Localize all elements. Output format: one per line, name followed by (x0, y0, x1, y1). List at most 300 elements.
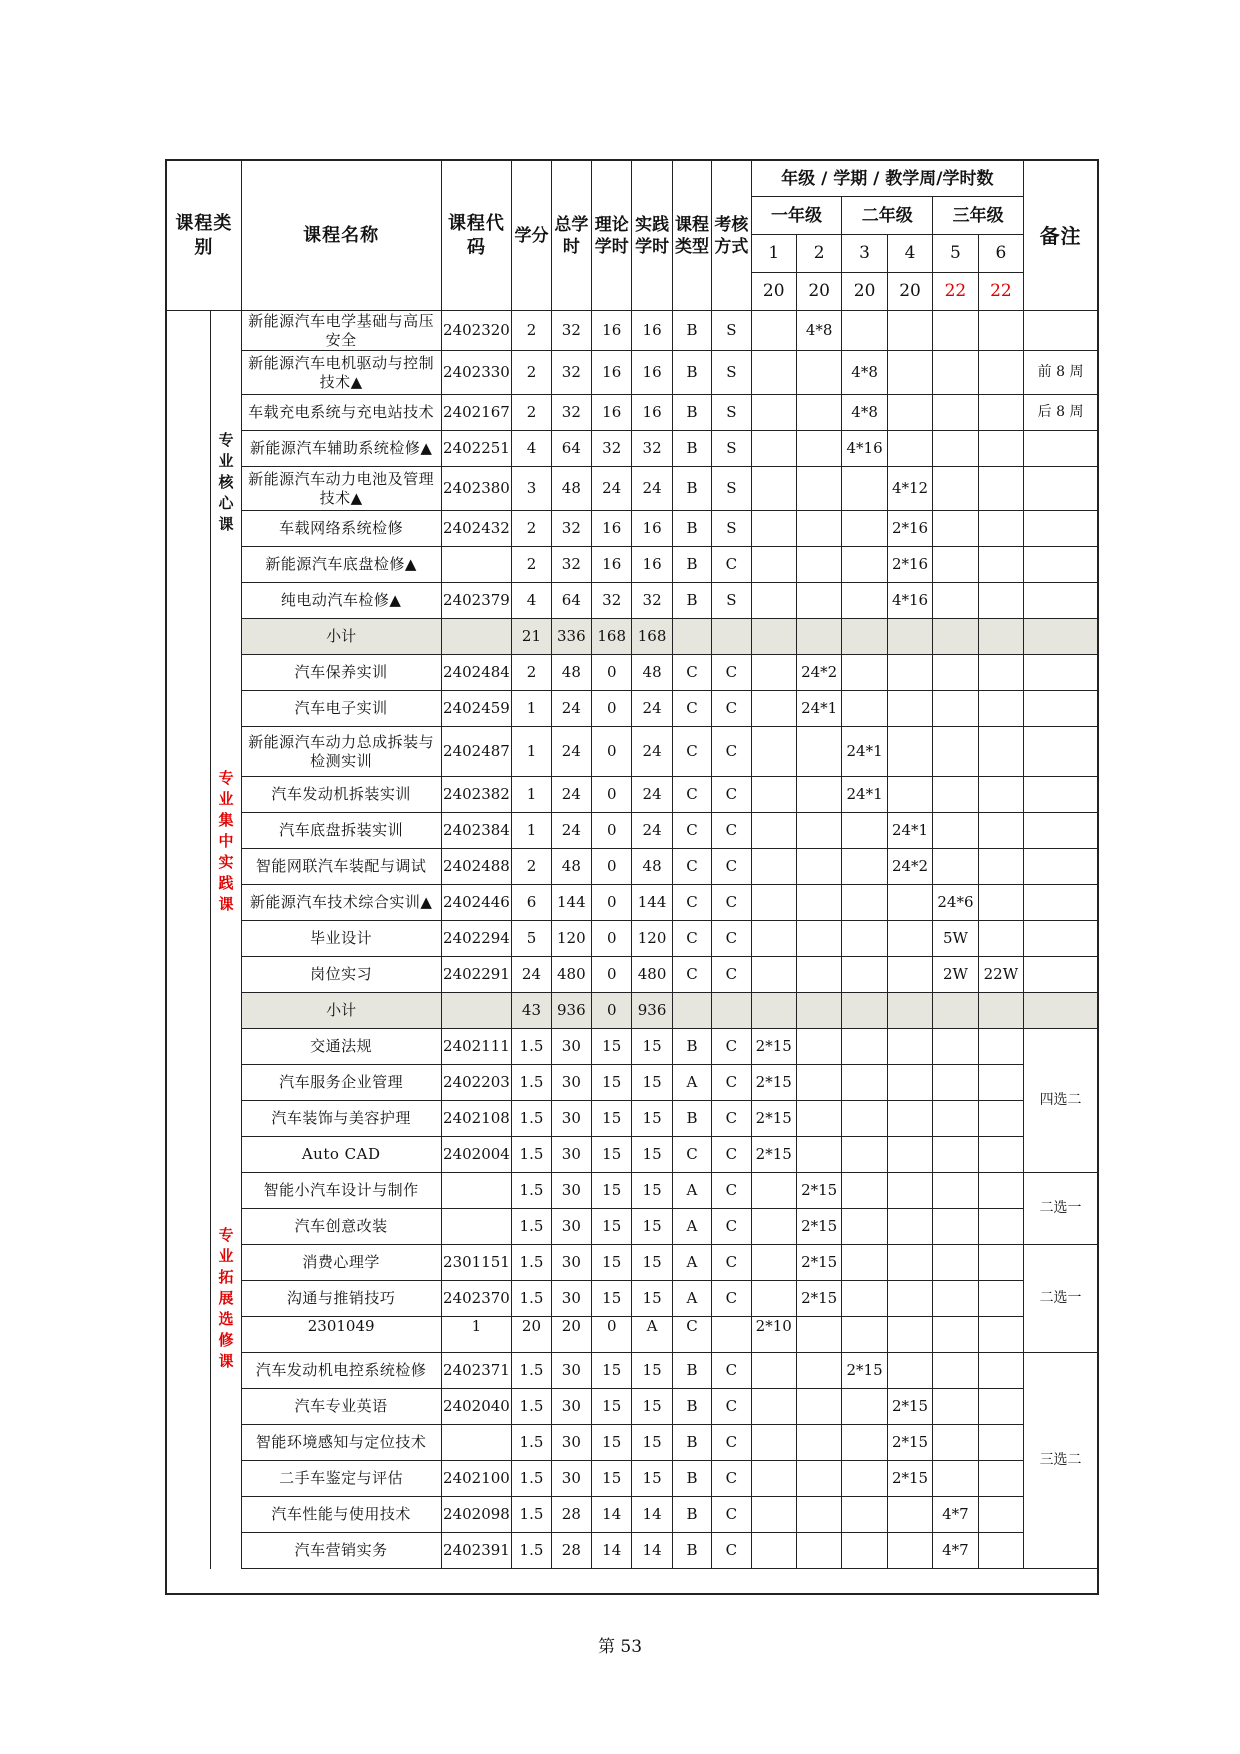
term3 (842, 1425, 887, 1461)
course-name: 毕业设计 (241, 921, 441, 957)
practice-hours: 15 (632, 1029, 672, 1065)
total-hours: 32 (551, 511, 591, 547)
practice-hours: 24 (632, 467, 672, 511)
remark (1024, 431, 1098, 467)
term1 (751, 921, 796, 957)
term2 (796, 395, 841, 431)
term4 (887, 1245, 932, 1281)
col-header-category: 课程类别 (167, 161, 242, 311)
theory-hours: 15 (592, 1173, 632, 1209)
remark: 后 8 周 (1024, 395, 1098, 431)
course-code: 2402004 (441, 1137, 512, 1173)
term6 (978, 1173, 1023, 1209)
credit: 1.5 (512, 1029, 551, 1065)
credit: 1.5 (512, 1497, 551, 1533)
assessment: C (712, 813, 751, 849)
credit: 1.5 (512, 1245, 551, 1281)
course-type: C (672, 921, 711, 957)
course-name: 汽车底盘拆装实训 (241, 813, 441, 849)
col-header-remark: 备注 (1024, 161, 1098, 311)
course-name: 新能源汽车电学基础与高压安全 (241, 311, 441, 351)
course-name: 交通法规 (241, 1029, 441, 1065)
term4: 24*1 (887, 813, 932, 849)
category-label-text: 专业核心课 (218, 431, 234, 534)
term2: 24*2 (796, 655, 841, 691)
course-table (166, 160, 1098, 1569)
total-hours: 120 (551, 921, 591, 957)
col-header-code: 课程代码 (441, 161, 512, 311)
theory-hours: 16 (592, 511, 632, 547)
weeks-term-1: 20 (751, 273, 796, 311)
total-hours: 30 (551, 1065, 591, 1101)
credit: 1.5 (512, 1065, 551, 1101)
term2 (796, 583, 841, 619)
term3 (842, 1029, 887, 1065)
term6 (978, 1497, 1023, 1533)
course-name: 沟通与推销技巧 (241, 1281, 441, 1317)
term3: 4*8 (842, 351, 887, 395)
remark: 二选一 (1024, 1245, 1098, 1353)
year1-header: 一年级 (751, 197, 842, 235)
table-row (167, 1137, 1098, 1173)
subtotal-credit: 21 (512, 619, 551, 655)
term6 (978, 1389, 1023, 1425)
subtotal-blank (887, 619, 932, 655)
table-row (167, 311, 1098, 351)
term6 (978, 431, 1023, 467)
col-header-schedule: 年级 / 学期 / 教学周/学时数 (751, 161, 1024, 197)
term1: 2*15 (751, 1065, 796, 1101)
table-row (167, 467, 1098, 511)
credit: 24 (512, 957, 551, 993)
theory-hours: 16 (592, 547, 632, 583)
practice-hours: 48 (632, 849, 672, 885)
practice-hours: 15 (632, 1137, 672, 1173)
course-code: 2402446 (441, 885, 512, 921)
theory-hours: 15 (592, 1209, 632, 1245)
weeks-term-4: 20 (887, 273, 932, 311)
course-type: A (672, 1065, 711, 1101)
course-type: C (672, 849, 711, 885)
credit: 1 (512, 691, 551, 727)
subtotal-blank (796, 619, 841, 655)
credit: 6 (512, 885, 551, 921)
term-3: 3 (842, 235, 887, 273)
term5 (933, 1245, 978, 1281)
term3 (842, 813, 887, 849)
course-type: B (672, 1353, 711, 1389)
theory-hours: 0 (592, 727, 632, 777)
term3 (842, 1281, 887, 1317)
term-1: 1 (751, 235, 796, 273)
term2: 2*15 (796, 1173, 841, 1209)
term2 (796, 511, 841, 547)
assessment: C (712, 1245, 751, 1281)
blank-cell (842, 1317, 887, 1353)
term3 (842, 1533, 887, 1569)
credit: 2 (512, 511, 551, 547)
term4 (887, 1353, 932, 1389)
table-row (167, 655, 1098, 691)
assessment: C (712, 849, 751, 885)
subtotal-blank (712, 993, 751, 1029)
assessment: S (712, 351, 751, 395)
table-row (167, 583, 1098, 619)
year2-header: 二年级 (842, 197, 933, 235)
course-code: 2402330 (441, 351, 512, 395)
credit: 1.5 (512, 1281, 551, 1317)
term2 (796, 727, 841, 777)
theory-hours: 15 (592, 1425, 632, 1461)
term1 (751, 1209, 796, 1245)
course-type: B (672, 351, 711, 395)
total-hours: 30 (551, 1281, 591, 1317)
subtotal-credit: 43 (512, 993, 551, 1029)
course-type: B (672, 467, 711, 511)
course-type: B (672, 547, 711, 583)
term6 (978, 351, 1023, 395)
weeks-term-5: 22 (933, 273, 978, 311)
practice-hours: 32 (632, 431, 672, 467)
term4: 2*16 (887, 547, 932, 583)
term5 (933, 1389, 978, 1425)
table-row (167, 1173, 1098, 1209)
term3: 2*15 (842, 1353, 887, 1389)
course-name: 车载充电系统与充电站技术 (241, 395, 441, 431)
course-type: B (672, 395, 711, 431)
term1 (751, 395, 796, 431)
term1 (751, 813, 796, 849)
course-code (441, 1173, 512, 1209)
remark (1024, 547, 1098, 583)
table-row (167, 1101, 1098, 1137)
practice-hours: 15 (632, 1065, 672, 1101)
theory-hours: 15 (592, 1065, 632, 1101)
term5 (933, 1209, 978, 1245)
total-hours: 32 (551, 547, 591, 583)
course-name: 新能源汽车辅助系统检修▲ (241, 431, 441, 467)
assessment: C (712, 547, 751, 583)
term3 (842, 921, 887, 957)
term6 (978, 1533, 1023, 1569)
term5 (933, 1281, 978, 1317)
term6 (978, 467, 1023, 511)
course-code: 2402371 (441, 1353, 512, 1389)
credit: 2 (512, 849, 551, 885)
term5: 4*7 (933, 1497, 978, 1533)
course-type: B (672, 1533, 711, 1569)
course-code: 2402040 (441, 1389, 512, 1425)
theory-hours: 15 (592, 1353, 632, 1389)
total-hours: 480 (551, 957, 591, 993)
credit: 1.5 (512, 1137, 551, 1173)
term6 (978, 1353, 1023, 1389)
table-row (167, 395, 1098, 431)
remark (1024, 511, 1098, 547)
category-label-text: 专业集中实践课 (218, 769, 234, 913)
term4: 2*15 (887, 1425, 932, 1461)
practice-hours: 48 (632, 655, 672, 691)
table-row (167, 1029, 1098, 1065)
course-code: 2402203 (441, 1065, 512, 1101)
total-hours: 30 (551, 1353, 591, 1389)
practice-hours: 15 (632, 1389, 672, 1425)
term1 (751, 1533, 796, 1569)
course-schedule-sheet (166, 160, 1098, 1594)
term3 (842, 1245, 887, 1281)
course-type: C (672, 957, 711, 993)
term4 (887, 431, 932, 467)
course-name: 新能源汽车技术综合实训▲ (241, 885, 441, 921)
term2 (796, 921, 841, 957)
term2 (796, 1497, 841, 1533)
subtotal-row (167, 993, 1098, 1029)
course-type: A (672, 1173, 711, 1209)
credit: 2 (512, 311, 551, 351)
practice-hours: 16 (632, 511, 672, 547)
table-row (167, 1425, 1098, 1461)
subtotal-total: 336 (551, 619, 591, 655)
term1 (751, 351, 796, 395)
category-blank (167, 1029, 211, 1569)
term2 (796, 467, 841, 511)
course-name: 智能小汽车设计与制作 (241, 1173, 441, 1209)
theory-hours: 0 (592, 655, 632, 691)
total-hours: 30 (551, 1245, 591, 1281)
course-code: 2402111 (441, 1029, 512, 1065)
term1 (751, 583, 796, 619)
total-hours: 64 (551, 583, 591, 619)
term3 (842, 885, 887, 921)
assessment: S (712, 583, 751, 619)
remark (1024, 583, 1098, 619)
term4 (887, 1497, 932, 1533)
term3 (842, 655, 887, 691)
practice-hours: 24 (632, 727, 672, 777)
table-row (167, 1281, 1098, 1317)
course-type: B (672, 1461, 711, 1497)
term5: 5W (933, 921, 978, 957)
remark (1024, 691, 1098, 727)
term5: 24*6 (933, 885, 978, 921)
shifted-cell-3: 20 (512, 1317, 551, 1353)
subtotal-blank (978, 619, 1023, 655)
course-code: 2402291 (441, 957, 512, 993)
term6 (978, 885, 1023, 921)
course-type: B (672, 1029, 711, 1065)
term2 (796, 431, 841, 467)
course-name: 二手车鉴定与评估 (241, 1461, 441, 1497)
course-table-body (167, 311, 1098, 1569)
course-code: 2402380 (441, 467, 512, 511)
assessment: S (712, 311, 751, 351)
term5 (933, 777, 978, 813)
term6 (978, 583, 1023, 619)
practice-hours: 24 (632, 777, 672, 813)
course-type: C (672, 813, 711, 849)
term1 (751, 511, 796, 547)
course-name: 新能源汽车底盘检修▲ (241, 547, 441, 583)
remark (1024, 311, 1098, 351)
theory-hours: 15 (592, 1389, 632, 1425)
course-name: 汽车发动机电控系统检修 (241, 1353, 441, 1389)
practice-hours: 144 (632, 885, 672, 921)
term2 (796, 1461, 841, 1497)
subtotal-practice: 168 (632, 619, 672, 655)
subtotal-blank (672, 993, 711, 1029)
weeks-term-3: 20 (842, 273, 887, 311)
term6 (978, 849, 1023, 885)
theory-hours: 16 (592, 395, 632, 431)
theory-hours: 0 (592, 885, 632, 921)
theory-hours: 0 (592, 957, 632, 993)
credit: 4 (512, 583, 551, 619)
practice-hours: 480 (632, 957, 672, 993)
term1 (751, 691, 796, 727)
course-name: 汽车保养实训 (241, 655, 441, 691)
credit: 1.5 (512, 1461, 551, 1497)
assessment: C (712, 921, 751, 957)
subtotal-blank (796, 993, 841, 1029)
term1 (751, 655, 796, 691)
term1 (751, 311, 796, 351)
course-name: Auto CAD (241, 1137, 441, 1173)
term5 (933, 727, 978, 777)
course-type: B (672, 1101, 711, 1137)
term4 (887, 1173, 932, 1209)
term-5: 5 (933, 235, 978, 273)
course-code: 2402484 (441, 655, 512, 691)
col-header-assessment: 考核方式 (712, 161, 751, 311)
term1 (751, 1497, 796, 1533)
credit: 1.5 (512, 1173, 551, 1209)
term6 (978, 547, 1023, 583)
term4 (887, 1137, 932, 1173)
course-name: 汽车装饰与美容护理 (241, 1101, 441, 1137)
term2 (796, 351, 841, 395)
term4 (887, 1209, 932, 1245)
remark (1024, 813, 1098, 849)
weeks-term-6: 22 (978, 273, 1023, 311)
total-hours: 28 (551, 1497, 591, 1533)
total-hours: 48 (551, 467, 591, 511)
term3 (842, 311, 887, 351)
course-code: 2402432 (441, 511, 512, 547)
theory-hours: 14 (592, 1533, 632, 1569)
remark (1024, 921, 1098, 957)
practice-hours: 14 (632, 1533, 672, 1569)
course-name: 汽车专业英语 (241, 1389, 441, 1425)
term4 (887, 1101, 932, 1137)
theory-hours: 15 (592, 1281, 632, 1317)
course-type: B (672, 511, 711, 547)
practice-hours: 14 (632, 1497, 672, 1533)
term4: 4*16 (887, 583, 932, 619)
subtotal-code (441, 993, 512, 1029)
subtotal-blank (672, 619, 711, 655)
practice-hours: 15 (632, 1101, 672, 1137)
course-name: 汽车服务企业管理 (241, 1065, 441, 1101)
term1 (751, 777, 796, 813)
theory-hours: 0 (592, 777, 632, 813)
subtotal-total: 936 (551, 993, 591, 1029)
credit: 1.5 (512, 1209, 551, 1245)
subtotal-blank (842, 993, 887, 1029)
shifted-cell-7: C (672, 1317, 711, 1353)
course-name: 岗位实习 (241, 957, 441, 993)
table-row (167, 727, 1098, 777)
term4: 2*15 (887, 1389, 932, 1425)
table-row (167, 351, 1098, 395)
shifted-cell-5: 0 (592, 1317, 632, 1353)
course-code: 2402108 (441, 1101, 512, 1137)
table-row (167, 813, 1098, 849)
theory-hours: 14 (592, 1497, 632, 1533)
theory-hours: 32 (592, 431, 632, 467)
course-code (441, 1209, 512, 1245)
term4 (887, 311, 932, 351)
credit: 2 (512, 655, 551, 691)
subtotal-blank (751, 619, 796, 655)
course-code: 2402320 (441, 311, 512, 351)
term5 (933, 351, 978, 395)
course-code: 2402384 (441, 813, 512, 849)
term2 (796, 1389, 841, 1425)
course-type: B (672, 583, 711, 619)
term6 (978, 1101, 1023, 1137)
term5 (933, 849, 978, 885)
theory-hours: 32 (592, 583, 632, 619)
term1 (751, 1353, 796, 1389)
term3 (842, 1137, 887, 1173)
term1 (751, 1389, 796, 1425)
remark (1024, 849, 1098, 885)
term5 (933, 467, 978, 511)
assessment: C (712, 1497, 751, 1533)
theory-hours: 15 (592, 1461, 632, 1497)
course-type: C (672, 885, 711, 921)
category-label (211, 655, 241, 1029)
term4 (887, 1281, 932, 1317)
term5 (933, 511, 978, 547)
term5 (933, 1173, 978, 1209)
practice-hours: 15 (632, 1209, 672, 1245)
course-code: 2402098 (441, 1497, 512, 1533)
theory-hours: 15 (592, 1245, 632, 1281)
theory-hours: 15 (592, 1029, 632, 1065)
term3 (842, 957, 887, 993)
remark: 四选二 (1024, 1029, 1098, 1173)
course-name: 新能源汽车电机驱动与控制技术▲ (241, 351, 441, 395)
term3 (842, 511, 887, 547)
total-hours: 24 (551, 691, 591, 727)
subtotal-blank (978, 993, 1023, 1029)
subtotal-blank (933, 619, 978, 655)
assessment: C (712, 655, 751, 691)
term1 (751, 727, 796, 777)
term5 (933, 691, 978, 727)
term3: 24*1 (842, 777, 887, 813)
course-code: 2402100 (441, 1461, 512, 1497)
term1 (751, 547, 796, 583)
table-row (167, 777, 1098, 813)
col-header-practice-hours: 实践学时 (632, 161, 672, 311)
credit: 4 (512, 431, 551, 467)
term5 (933, 655, 978, 691)
term3 (842, 467, 887, 511)
term1 (751, 885, 796, 921)
term2: 2*15 (796, 1281, 841, 1317)
